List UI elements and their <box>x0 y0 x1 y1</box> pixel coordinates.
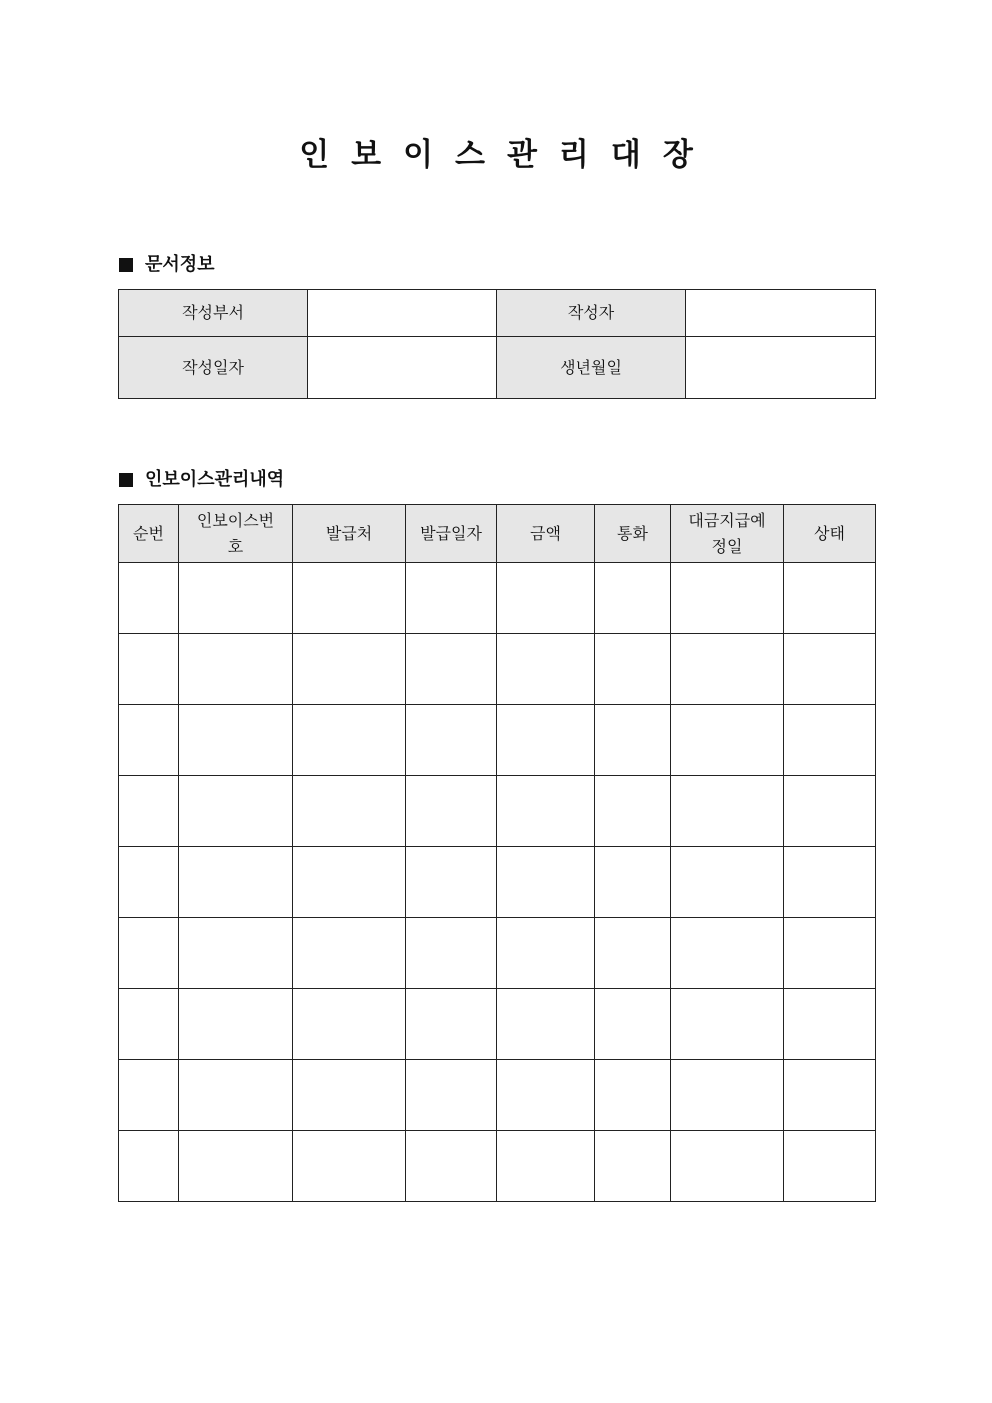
cell-status[interactable] <box>784 634 876 705</box>
cell-payment-due-date[interactable] <box>671 847 784 918</box>
cell-issue-date[interactable] <box>406 989 497 1060</box>
cell-seq[interactable] <box>119 705 179 776</box>
column-header-issuer: 발급처 <box>293 505 406 563</box>
cell-issue-date[interactable] <box>406 1060 497 1131</box>
header-row <box>119 505 876 563</box>
cell-invoice-number[interactable] <box>179 634 293 705</box>
cell-invoice-number[interactable] <box>179 989 293 1060</box>
cell-payment-due-date[interactable] <box>671 563 784 634</box>
cell-currency[interactable] <box>595 563 671 634</box>
cell-currency[interactable] <box>595 918 671 989</box>
cell-amount[interactable] <box>497 705 595 776</box>
cell-payment-due-date[interactable] <box>671 1060 784 1131</box>
invoice-table <box>118 504 876 1202</box>
cell-amount[interactable] <box>497 634 595 705</box>
column-header-currency: 통화 <box>595 505 671 563</box>
date-value-cell[interactable] <box>308 337 497 399</box>
doc-info-row <box>119 337 876 399</box>
table-row <box>119 634 876 705</box>
cell-currency[interactable] <box>595 634 671 705</box>
table-row <box>119 563 876 634</box>
table-row <box>119 1131 876 1202</box>
column-header-issue-date: 발급일자 <box>406 505 497 563</box>
cell-currency[interactable] <box>595 705 671 776</box>
cell-payment-due-date[interactable] <box>671 776 784 847</box>
table-row <box>119 989 876 1060</box>
dept-label: 작성부서 <box>119 290 308 337</box>
cell-payment-due-date[interactable] <box>671 989 784 1060</box>
cell-issuer[interactable] <box>293 1131 406 1202</box>
cell-currency[interactable] <box>595 1060 671 1131</box>
cell-status[interactable] <box>784 918 876 989</box>
cell-invoice-number[interactable] <box>179 563 293 634</box>
dept-value-cell[interactable] <box>308 290 497 337</box>
cell-invoice-number[interactable] <box>179 1131 293 1202</box>
cell-seq[interactable] <box>119 989 179 1060</box>
cell-payment-due-date[interactable] <box>671 918 784 989</box>
table-row <box>119 1060 876 1131</box>
cell-seq[interactable] <box>119 563 179 634</box>
column-header-amount: 금액 <box>497 505 595 563</box>
square-bullet-icon <box>119 258 133 272</box>
cell-amount[interactable] <box>497 1131 595 1202</box>
cell-issue-date[interactable] <box>406 634 497 705</box>
cell-issuer[interactable] <box>293 776 406 847</box>
cell-seq[interactable] <box>119 634 179 705</box>
cell-seq[interactable] <box>119 776 179 847</box>
cell-amount[interactable] <box>497 918 595 989</box>
cell-issuer[interactable] <box>293 847 406 918</box>
cell-issue-date[interactable] <box>406 1131 497 1202</box>
cell-invoice-number[interactable] <box>179 1060 293 1131</box>
cell-issue-date[interactable] <box>406 847 497 918</box>
cell-amount[interactable] <box>497 1060 595 1131</box>
cell-issuer[interactable] <box>293 634 406 705</box>
cell-currency[interactable] <box>595 847 671 918</box>
cell-issue-date[interactable] <box>406 705 497 776</box>
cell-status[interactable] <box>784 1131 876 1202</box>
cell-issuer[interactable] <box>293 563 406 634</box>
date-label: 작성일자 <box>119 337 308 399</box>
cell-seq[interactable] <box>119 918 179 989</box>
cell-currency[interactable] <box>595 1131 671 1202</box>
cell-issue-date[interactable] <box>406 776 497 847</box>
doc-info-row <box>119 290 876 337</box>
cell-seq[interactable] <box>119 1060 179 1131</box>
cell-invoice-number[interactable] <box>179 918 293 989</box>
cell-amount[interactable] <box>497 989 595 1060</box>
column-header-status: 상태 <box>784 505 876 563</box>
cell-amount[interactable] <box>497 563 595 634</box>
cell-amount[interactable] <box>497 847 595 918</box>
table-row <box>119 776 876 847</box>
square-bullet-icon <box>119 473 133 487</box>
table-row <box>119 705 876 776</box>
doc-info-table <box>118 289 876 399</box>
birthdate-value-cell[interactable] <box>686 337 876 399</box>
cell-amount[interactable] <box>497 776 595 847</box>
section-heading-label: 문서정보 <box>145 254 215 275</box>
cell-payment-due-date[interactable] <box>671 705 784 776</box>
section-heading-doc-info <box>119 253 215 277</box>
cell-status[interactable] <box>784 847 876 918</box>
cell-status[interactable] <box>784 776 876 847</box>
cell-seq[interactable] <box>119 847 179 918</box>
section-heading-label: 인보이스관리내역 <box>145 469 285 490</box>
cell-status[interactable] <box>784 1060 876 1131</box>
column-header-invoice-number: 인보이스번호 <box>179 505 293 563</box>
cell-issue-date[interactable] <box>406 918 497 989</box>
author-label: 작성자 <box>497 290 686 337</box>
column-header-seq: 순번 <box>119 505 179 563</box>
cell-issuer[interactable] <box>293 1060 406 1131</box>
cell-invoice-number[interactable] <box>179 776 293 847</box>
author-value-cell[interactable] <box>686 290 876 337</box>
table-row <box>119 847 876 918</box>
cell-issuer[interactable] <box>293 989 406 1060</box>
invoice-table-body <box>119 563 876 1202</box>
table-row <box>119 918 876 989</box>
cell-issue-date[interactable] <box>406 563 497 634</box>
cell-payment-due-date[interactable] <box>671 634 784 705</box>
document-title: 인보이스관리대장 <box>299 137 715 173</box>
cell-invoice-number[interactable] <box>179 847 293 918</box>
cell-seq[interactable] <box>119 1131 179 1202</box>
cell-status[interactable] <box>784 563 876 634</box>
cell-currency[interactable] <box>595 989 671 1060</box>
column-header-payment-due-date: 대금지급예정일 <box>671 505 784 563</box>
birthdate-label: 생년월일 <box>497 337 686 399</box>
cell-issuer[interactable] <box>293 705 406 776</box>
cell-status[interactable] <box>784 705 876 776</box>
cell-currency[interactable] <box>595 776 671 847</box>
cell-issuer[interactable] <box>293 918 406 989</box>
section-heading-invoice-list <box>119 468 284 492</box>
cell-status[interactable] <box>784 989 876 1060</box>
cell-payment-due-date[interactable] <box>671 1131 784 1202</box>
cell-invoice-number[interactable] <box>179 705 293 776</box>
